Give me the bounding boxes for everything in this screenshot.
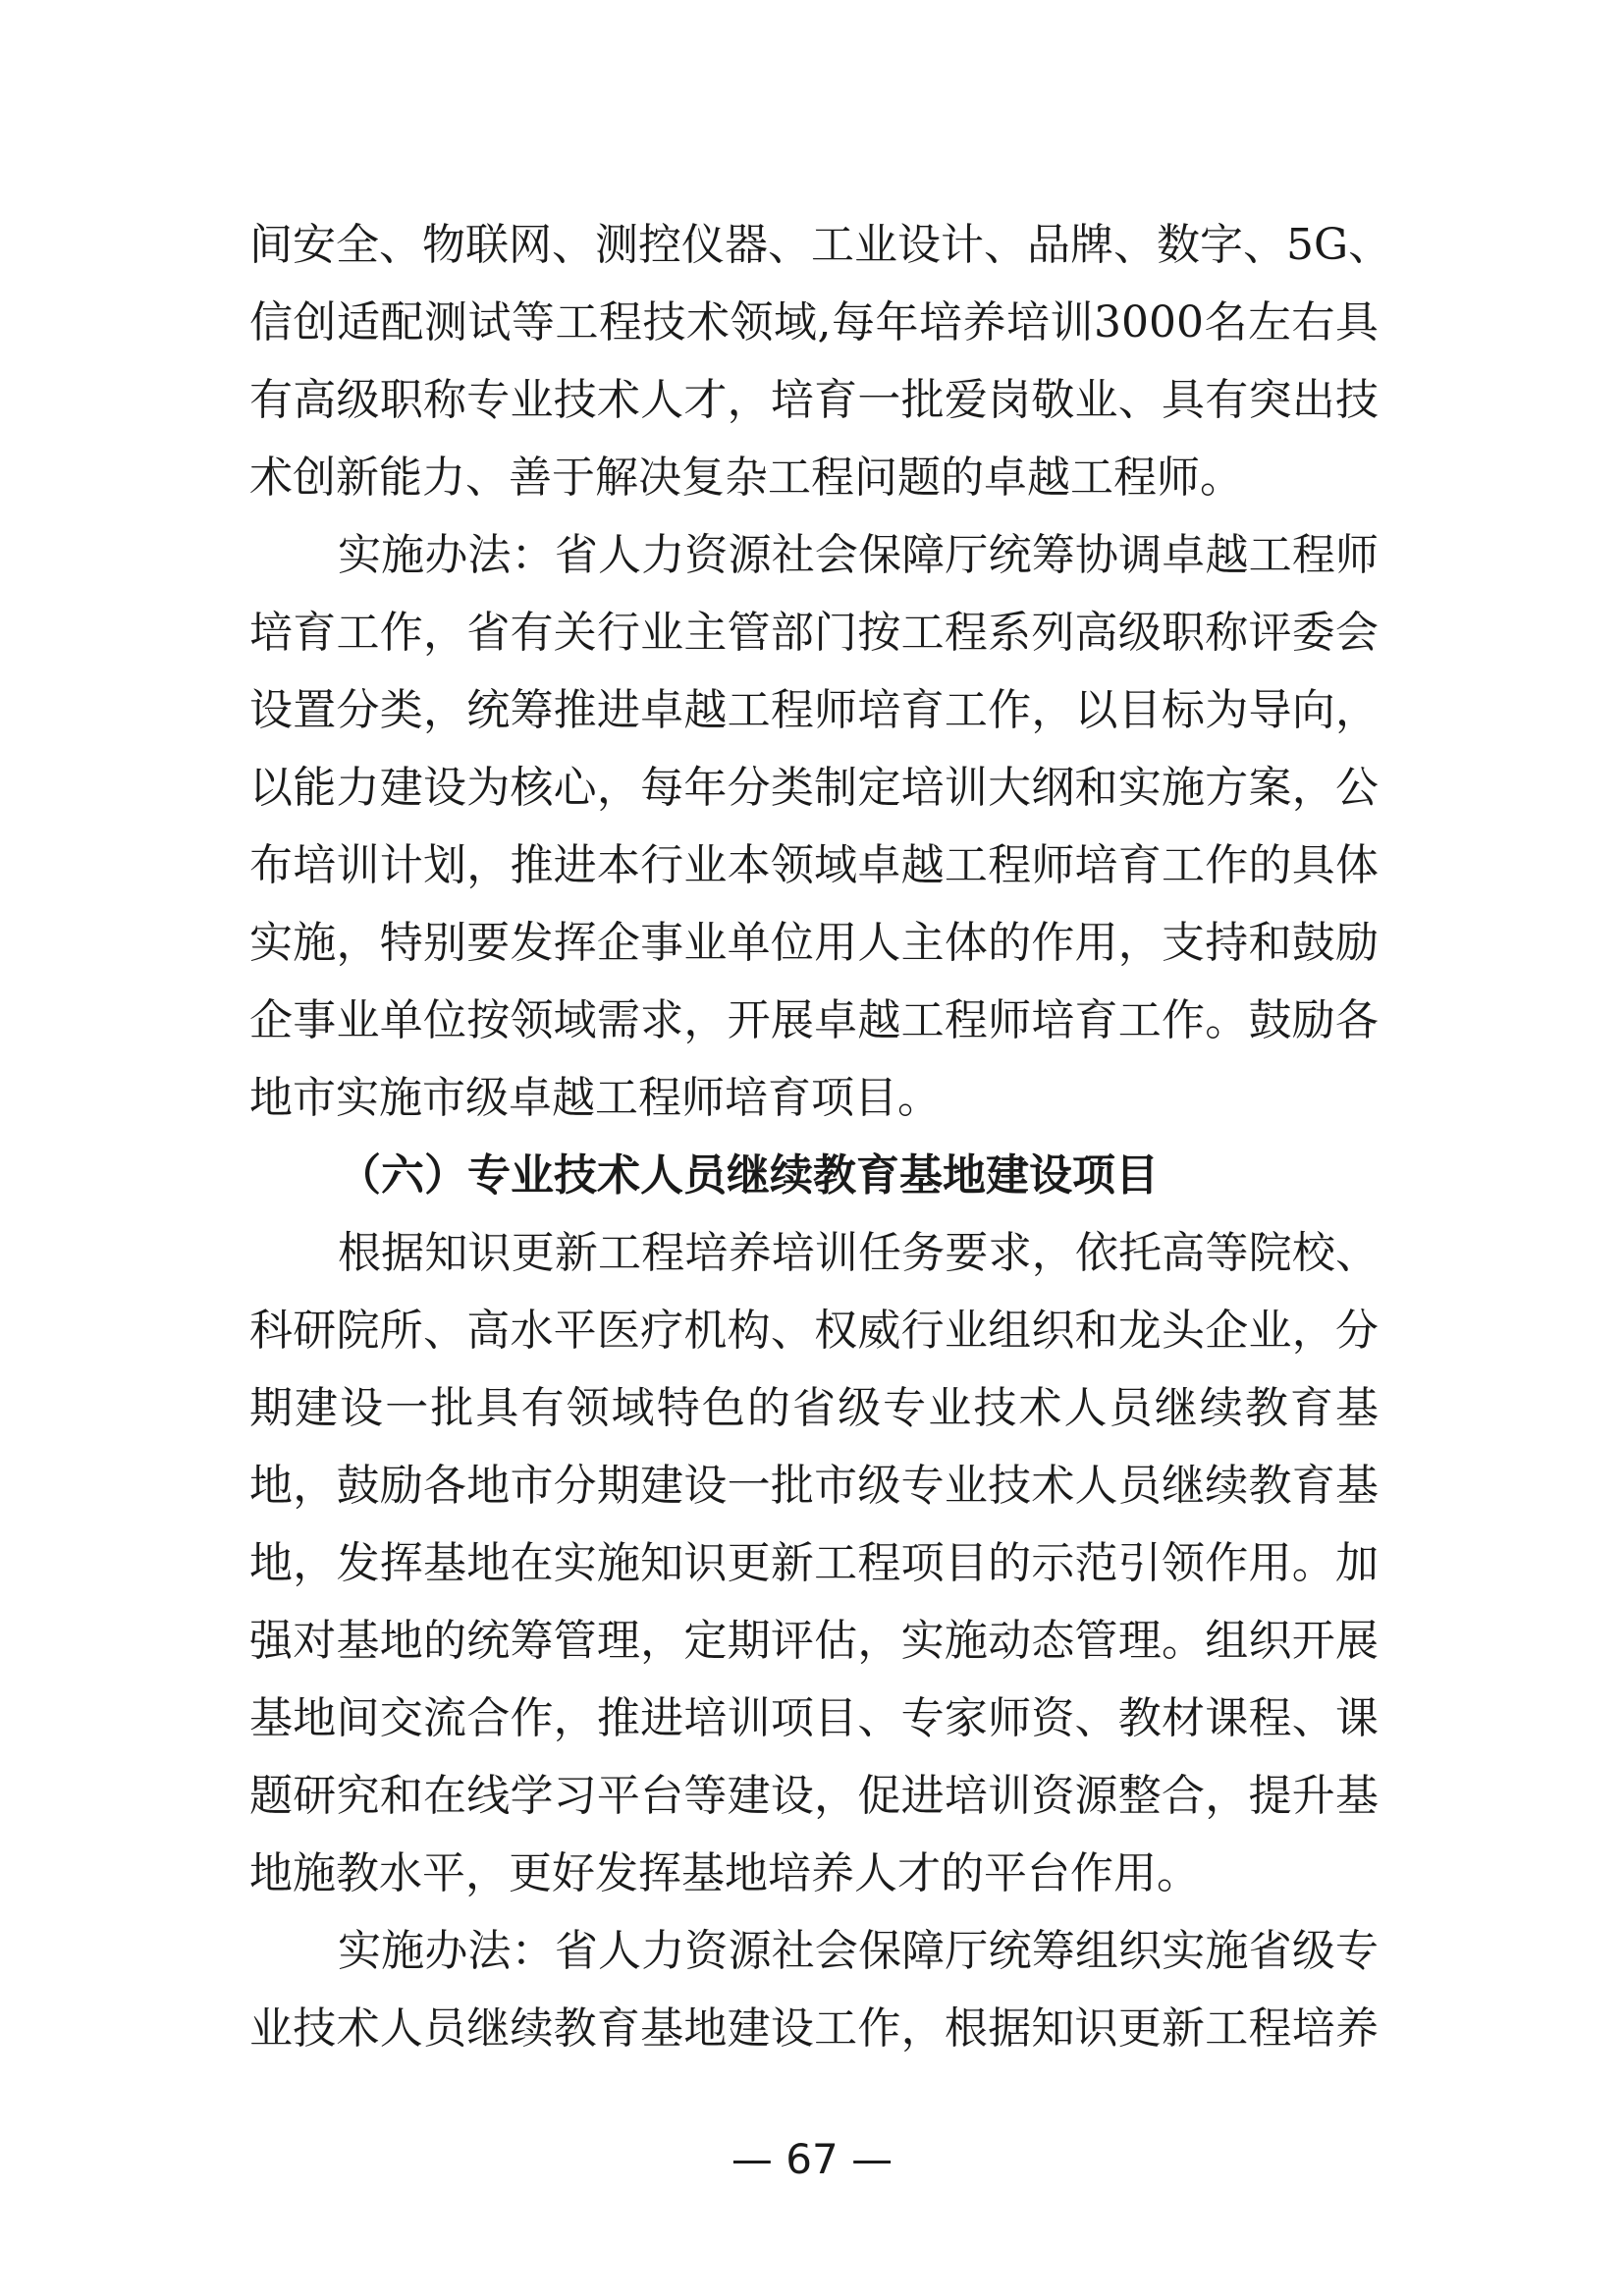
paragraph-line: 培育工作，省有关行业主管部门按工程系列高级职称评委会 bbox=[249, 608, 1379, 658]
paragraph-line: 术创新能力、善于解决复杂工程问题的卓越工程师。 bbox=[249, 453, 1243, 503]
paragraph-line: 业技术人员继续教育基地建设工作，根据知识更新工程培养 bbox=[249, 2003, 1379, 2054]
paragraph-line: 地，发挥基地在实施知识更新工程项目的示范引领作用。加 bbox=[249, 1538, 1379, 1588]
paragraph-line: 题研究和在线学习平台等建设，促进培训资源整合，提升基 bbox=[249, 1771, 1379, 1821]
paragraph-line: 以能力建设为核心，每年分类制定培训大纲和实施方案，公 bbox=[249, 763, 1379, 813]
paragraph-line: 设置分类，统筹推进卓越工程师培育工作，以目标为导向， bbox=[249, 685, 1379, 735]
paragraph-line: 实施办法：省人力资源社会保障厅统筹协调卓越工程师 bbox=[338, 530, 1379, 580]
paragraph-line: 地施教水平，更好发挥基地培养人才的平台作用。 bbox=[249, 1848, 1200, 1898]
paragraph-line: 信创适配测试等工程技术领域,每年培养培训3000名左右具 bbox=[249, 297, 1379, 347]
paragraph-line: 地，鼓励各地市分期建设一批市级专业技术人员继续教育基 bbox=[249, 1461, 1379, 1511]
paragraph-line: 布培训计划，推进本行业本领域卓越工程师培育工作的具体 bbox=[249, 840, 1379, 890]
page-number: — 67 — bbox=[731, 2135, 893, 2183]
paragraph-line: 有高级职称专业技术人才，培育一批爱岗敬业、具有突出技 bbox=[249, 375, 1379, 425]
paragraph-line: 期建设一批具有领域特色的省级专业技术人员继续教育基 bbox=[249, 1383, 1379, 1433]
paragraph-line: 强对基地的统筹管理，定期评估，实施动态管理。组织开展 bbox=[249, 1616, 1379, 1666]
paragraph-line: 科研院所、高水平医疗机构、权威行业组织和龙头企业，分 bbox=[249, 1306, 1379, 1356]
paragraph-line: 实施，特别要发挥企事业单位用人主体的作用，支持和鼓励 bbox=[249, 918, 1379, 968]
section-heading: （六）专业技术人员继续教育基地建设项目 bbox=[338, 1150, 1159, 1201]
paragraph-line: 地市实施市级卓越工程师培育项目。 bbox=[249, 1073, 941, 1123]
paragraph-line: 实施办法：省人力资源社会保障厅统筹组织实施省级专 bbox=[338, 1926, 1379, 1976]
paragraph-line: 基地间交流合作，推进培训项目、专家师资、教材课程、课 bbox=[249, 1693, 1379, 1743]
paragraph-line: 根据知识更新工程培养培训任务要求，依托高等院校、 bbox=[338, 1228, 1379, 1278]
paragraph-line: 企事业单位按领域需求，开展卓越工程师培育工作。鼓励各 bbox=[249, 995, 1379, 1045]
paragraph-line: 间安全、物联网、测控仪器、工业设计、品牌、数字、5G、 bbox=[249, 220, 1392, 270]
